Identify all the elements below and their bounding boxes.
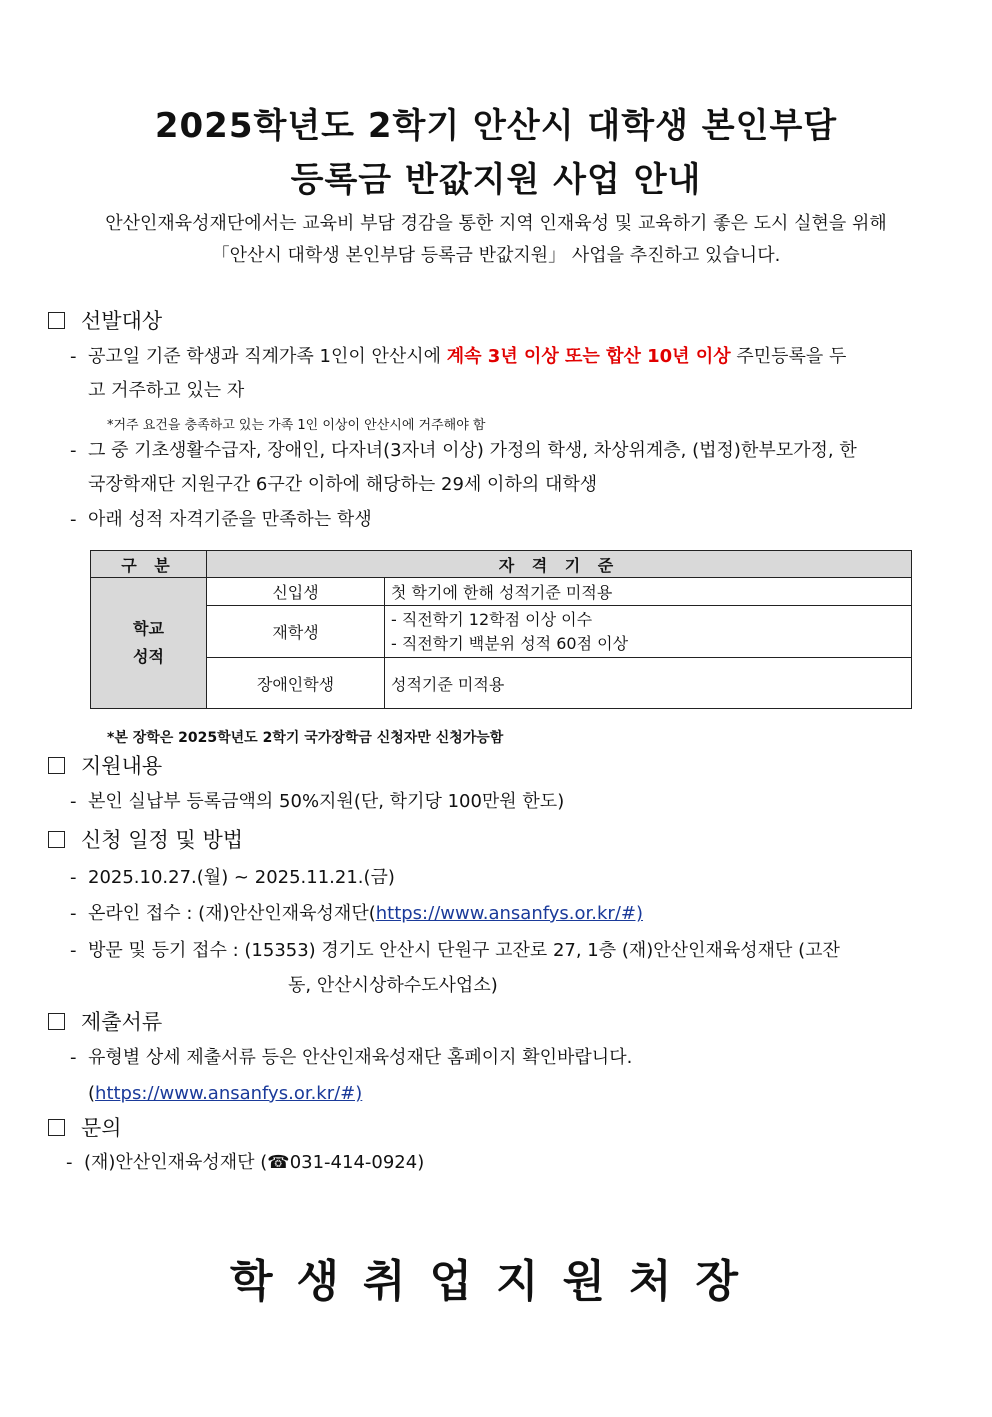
section-documents — [48, 1006, 162, 1036]
row-criteria: - 직전학기 12학점 이상 이수 - 직전학기 백분위 성적 60점 이상 — [385, 606, 912, 658]
checkbox-square-icon — [48, 1119, 65, 1136]
criteria-table — [90, 550, 912, 709]
residence-text-pre: 공고일 기준 학생과 직계가족 1인이 안산시에 — [88, 346, 447, 367]
section-heading: 선발대상 — [81, 309, 163, 333]
low-income-line2: 국장학재단 지원구간 6구간 이하에 해당하는 29세 이하의 대학생 — [88, 474, 598, 495]
foundation-website-link[interactable]: https://www.ansanfys.or.kr/#) — [375, 903, 643, 924]
header-criteria: 자 격 기 준 — [207, 551, 912, 578]
documents-item: - 유형별 상세 제출서류 등은 안산인재육성재단 홈페이지 확인바랍니다. — [70, 1047, 633, 1068]
section-application — [48, 824, 243, 854]
header-category: 구 분 — [91, 551, 207, 578]
scholarship-note: *본 장학은 2025학년도 2학기 국가장학금 신청자만 신청가능함 — [107, 730, 504, 746]
document-title-line2: 등록금 반값지원 사업 안내 — [290, 160, 702, 200]
section-heading: 제출서류 — [81, 1010, 163, 1034]
contact-item: - (재)안산인재육성재단 (☎031-414-0924) — [66, 1152, 425, 1173]
residence-text-continued: 고 거주하고 있는 자 — [88, 380, 245, 401]
intro-line1: 안산인재육성재단에서는 교육비 부담 경감을 통한 지역 인재육성 및 교육하기 좋은 도시 실현을 위해 — [105, 213, 887, 234]
application-visit-line2: 동, 안산시상하수도사업소) — [288, 975, 498, 996]
support-item: - 본인 실납부 등록금액의 50%지원(단, 학기당 100만원 한도) — [70, 791, 565, 812]
table-row — [91, 606, 912, 658]
application-online: - 온라인 접수 : (재)안산인재육성재단(https://www.ansanfys.or.kr/#) — [70, 903, 643, 924]
section-heading: 지원내용 — [81, 754, 163, 778]
application-period: - 2025.10.27.(월) ~ 2025.11.21.(금) — [70, 867, 395, 888]
grades-text: 아래 성적 자격기준을 만족하는 학생 — [88, 509, 372, 530]
checkbox-square-icon — [48, 757, 65, 774]
eligibility-item-grades: - 아래 성적 자격기준을 만족하는 학생 — [70, 509, 372, 530]
checkbox-square-icon — [48, 831, 65, 848]
row-criteria: 성적기준 미적용 — [385, 658, 912, 709]
table-header-row — [91, 551, 912, 578]
row-type: 신입생 — [207, 578, 385, 606]
application-visit: - 방문 및 등기 접수 : (15353) 경기도 안산시 단원구 고잔로 27, 1층 (재)안산인재육성재단 (고잔 — [70, 940, 840, 961]
row-criteria: 첫 학기에 한해 성적기준 미적용 — [385, 578, 912, 606]
table-row — [91, 578, 912, 606]
row-type: 재학생 — [207, 606, 385, 658]
category-cell: 학교 성적 — [91, 578, 207, 709]
residence-text-post: 주민등록을 두 — [730, 346, 847, 367]
document-title-line1: 2025학년도 2학기 안산시 대학생 본인부담 — [154, 106, 838, 146]
documents-url: (https://www.ansanfys.or.kr/#) — [88, 1083, 363, 1104]
residence-note: *거주 요건을 충족하고 있는 가족 1인 이상이 안산시에 거주해야 함 — [107, 418, 486, 433]
section-support — [48, 750, 162, 780]
low-income-line1: 그 중 기초생활수급자, 장애인, 다자녀(3자녀 이상) 가정의 학생, 차상위계층, (법정)한부모가정, 한 — [88, 440, 857, 461]
checkbox-square-icon — [48, 312, 65, 329]
checkbox-square-icon — [48, 1013, 65, 1030]
residence-requirement-highlight: 계속 3년 이상 또는 합산 10년 이상 — [446, 346, 731, 367]
section-eligibility — [48, 305, 162, 335]
foundation-homepage-link[interactable]: https://www.ansanfys.or.kr/#) — [95, 1083, 363, 1104]
eligibility-item-residence: - 공고일 기준 학생과 직계가족 1인이 안산시에 계속 3년 이상 또는 합산 10년 이상 주민등록을 두 — [70, 346, 847, 367]
table-row — [91, 658, 912, 709]
section-heading: 문의 — [81, 1116, 122, 1140]
intro-paragraph — [40, 208, 952, 272]
row-type: 장애인학생 — [207, 658, 385, 709]
section-heading: 신청 일정 및 방법 — [81, 828, 244, 852]
section-contact — [48, 1112, 122, 1142]
issuer-signature: 학생취업지원처장 — [229, 1256, 763, 1307]
intro-line2: 「안산시 대학생 본인부담 등록금 반값지원」 사업을 추진하고 있습니다. — [211, 245, 781, 266]
eligibility-item-low-income: - 그 중 기초생활수급자, 장애인, 다자녀(3자녀 이상) 가정의 학생, 차상위계층, (법정)한부모가정, 한 — [70, 440, 857, 461]
